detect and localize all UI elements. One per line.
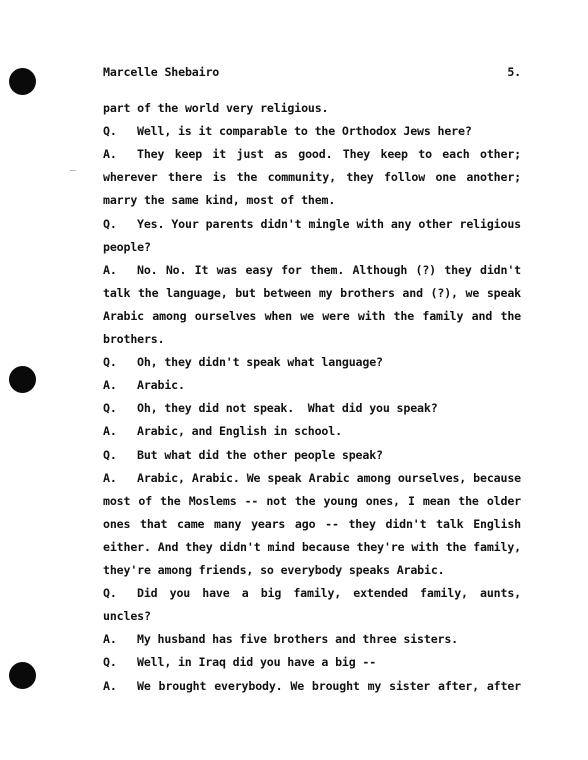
line-text: Oh, they did not speak. What did you speak? — [137, 401, 438, 416]
line-text: Arabic, and English in school. — [137, 424, 342, 439]
punch-hole-top — [9, 68, 36, 95]
line-text: marry the same kind, most of them. — [103, 193, 336, 208]
line-text: No. No. It was easy for them. Although (?) they didn't — [137, 262, 521, 277]
line-text: they're among friends, so everybody speaks Arabic. — [103, 563, 445, 577]
line-text: most of the Moslems -- not the young ones, I mean the older — [103, 493, 521, 508]
line-text: wherever there is the community, they follow one another; — [103, 170, 521, 185]
speaker-label: A. — [103, 470, 117, 485]
speaker-label: Q. — [103, 655, 117, 670]
speaker-label: A. — [103, 378, 117, 393]
line-text: people? — [103, 239, 151, 254]
speaker-label: Q. — [103, 216, 117, 231]
scan-mark — [70, 170, 76, 171]
speaker-label: Q. — [103, 586, 117, 601]
line-text: Arabic among ourselves when we were with the family and the — [103, 308, 521, 323]
line-text: talk the language, but between my brothers and (?), we speak — [103, 285, 521, 300]
line-text: Arabic, Arabic. We speak Arabic among ourselves, because — [137, 470, 521, 485]
speaker-label: Q. — [103, 124, 117, 139]
speaker-label: A. — [103, 147, 117, 162]
line-text: Arabic. — [137, 378, 185, 393]
line-text: ones that came many years ago -- they didn't talk English — [103, 516, 521, 531]
speaker-label: A. — [103, 424, 117, 439]
line-text: either. And they didn't mind because they're with the family, — [103, 539, 521, 554]
line-text: They keep it just as good. They keep to each other; — [137, 147, 521, 162]
line-text: part of the world very religious. — [103, 101, 329, 115]
line-text: Did you have a big family, extended family, aunts, — [137, 586, 521, 601]
speaker-label: A. — [103, 262, 117, 277]
line-text: uncles? — [103, 609, 151, 624]
line-text: Well, in Iraq did you have a big -- — [137, 655, 377, 670]
line-text: But what did the other people speak? — [137, 447, 383, 462]
interviewee-name: Marcelle Shebairo — [103, 65, 220, 79]
speaker-label: A. — [103, 632, 117, 647]
speaker-label: Q. — [103, 355, 117, 370]
line-text: brothers. — [103, 332, 165, 346]
line-text: Well, is it comparable to the Orthodox Jews here? — [137, 124, 472, 139]
speaker-label: A. — [103, 678, 117, 693]
speaker-label: Q. — [103, 401, 117, 416]
punch-hole-bottom — [9, 662, 36, 689]
line-text: Yes. Your parents didn't mingle with any other religious — [137, 216, 521, 231]
page-number: 5. — [507, 65, 521, 79]
punch-hole-middle — [9, 366, 36, 393]
line-text: Oh, they didn't speak what language? — [137, 355, 383, 370]
speaker-label: Q. — [103, 447, 117, 462]
line-text: We brought everybody. We brought my sister after, after — [137, 678, 521, 693]
line-text: My husband has five brothers and three sisters. — [137, 632, 459, 647]
page-header — [103, 65, 521, 79]
